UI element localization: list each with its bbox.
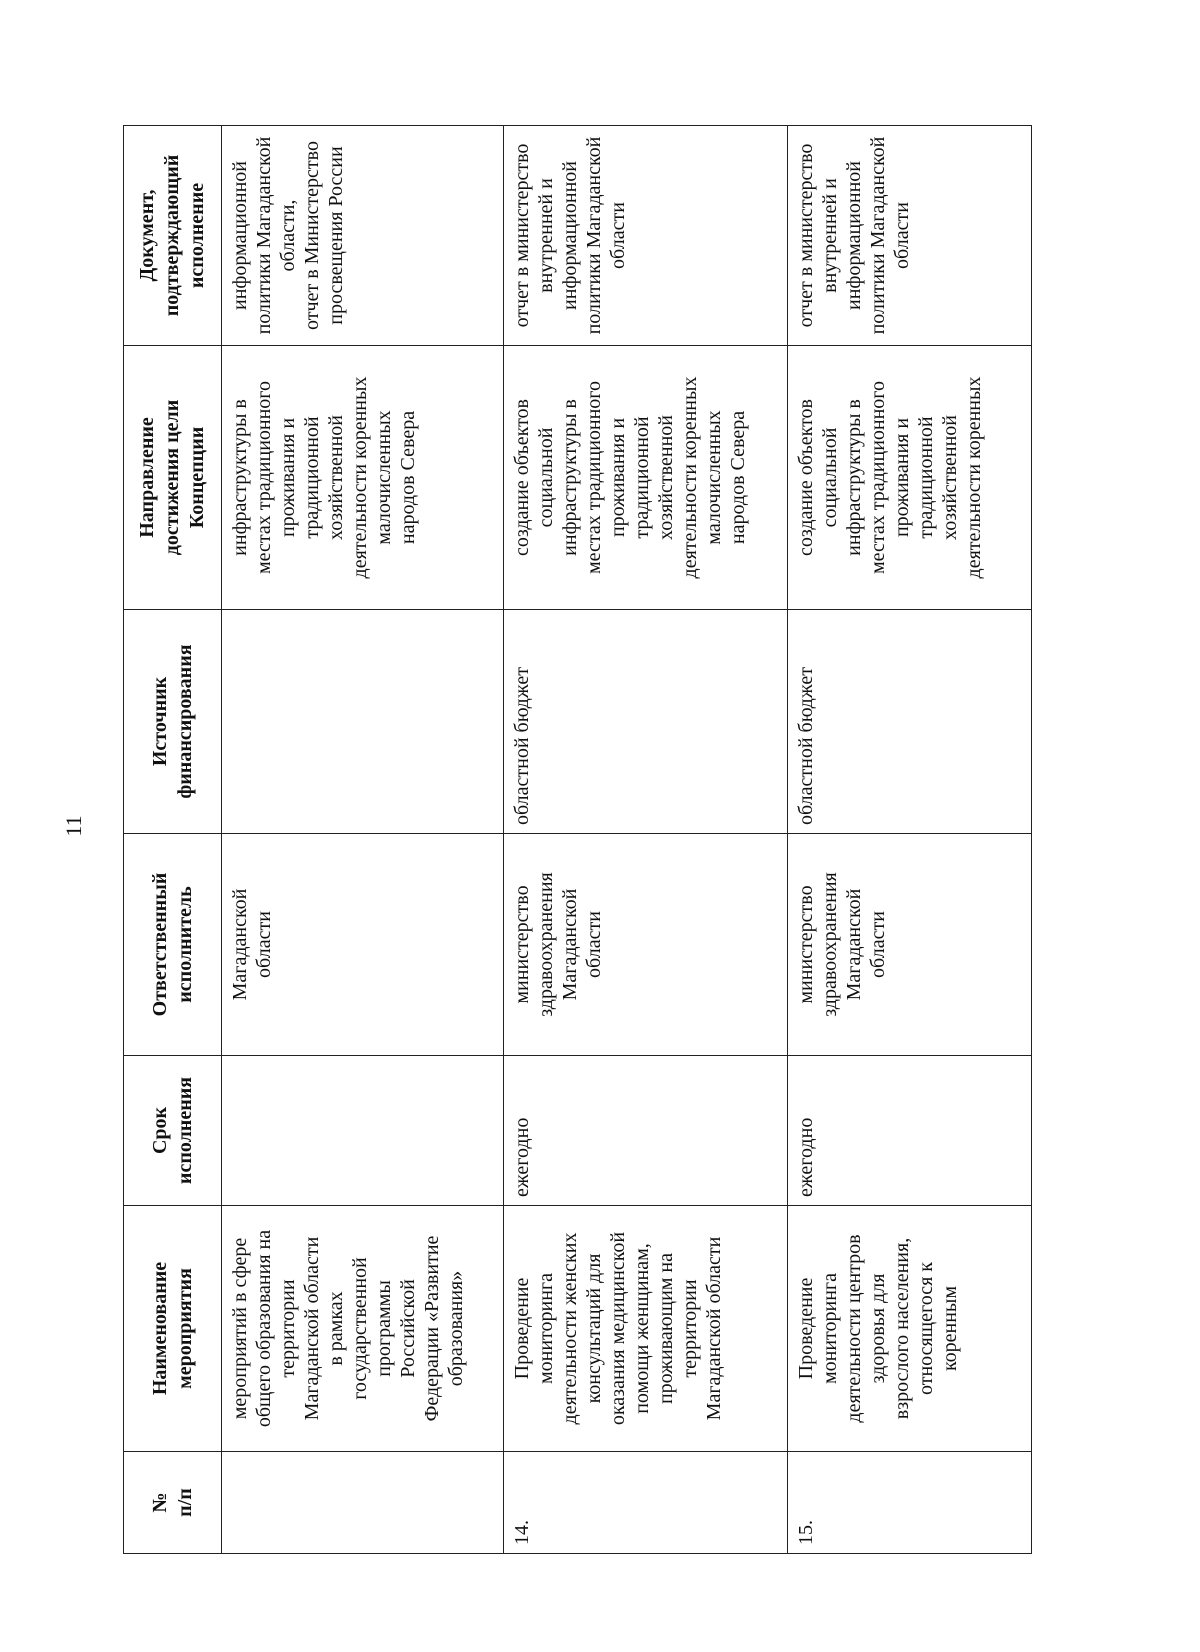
measures-table bbox=[123, 125, 1032, 1554]
document-cell: информационной политики Магаданской области, отчет в Министерство просвещения России bbox=[222, 126, 504, 346]
executor-cell: министерство здравоохранения Магаданской области bbox=[788, 834, 1032, 1056]
document-cell: отчет в министерство внутренней и информационной политики Магаданской области bbox=[788, 126, 1032, 346]
page-number: 11 bbox=[61, 815, 86, 837]
measure-name-cell: Проведение мониторинга деятельности центров здоровья для взрослого населения, относящегося к коренным bbox=[788, 1206, 1032, 1452]
table-row bbox=[788, 126, 1032, 1554]
measure-name-cell: мероприятий в сфере общего образования на территории Магаданской области в рамках государственной программы Российской Федерации «Развитие образования» bbox=[222, 1206, 504, 1452]
executor-cell: министерство здравоохранения Магаданской области bbox=[504, 834, 788, 1056]
executor-cell: Магаданской области bbox=[222, 834, 504, 1056]
term-cell: ежегодно bbox=[788, 1056, 1032, 1206]
header-document: Документ, подтверждающий исполнение bbox=[124, 126, 222, 346]
table-header-row bbox=[124, 126, 222, 1554]
direction-cell: создание объектов социальной инфраструктуры в местах традиционного проживания и традиционной хозяйственной деятельности коренных малочисленных народов Севера bbox=[504, 346, 788, 610]
header-term: Срок исполнения bbox=[124, 1056, 222, 1206]
measure-name-cell: Проведение мониторинга деятельности женских консультаций для оказания медицинской помощи женщинам, проживающим на территории Магаданской области bbox=[504, 1206, 788, 1452]
header-measure-name: Наименование мероприятия bbox=[124, 1206, 222, 1452]
rotated-page-content bbox=[123, 126, 1031, 1554]
header-direction: Направление достижения цели Концепции bbox=[124, 346, 222, 610]
table-row bbox=[222, 126, 504, 1554]
row-number: 15. bbox=[788, 1452, 1032, 1554]
header-funding-source: Источник финансирования bbox=[124, 610, 222, 834]
direction-cell: инфраструктуры в местах традиционного проживания и традиционной хозяйственной деятельности коренных малочисленных народов Севера bbox=[222, 346, 504, 610]
funding-source-cell bbox=[222, 610, 504, 834]
table-row bbox=[504, 126, 788, 1554]
header-executor: Ответственный исполнитель bbox=[124, 834, 222, 1056]
funding-source-cell: областной бюджет bbox=[504, 610, 788, 834]
row-number bbox=[222, 1452, 504, 1554]
row-number: 14. bbox=[504, 1452, 788, 1554]
term-cell bbox=[222, 1056, 504, 1206]
funding-source-cell: областной бюджет bbox=[788, 610, 1032, 834]
direction-cell: создание объектов социальной инфраструктуры в местах традиционного проживания и традиционной хозяйственной деятельности коренных bbox=[788, 346, 1032, 610]
document-cell: отчет в министерство внутренней и информационной политики Магаданской области bbox=[504, 126, 788, 346]
header-number: № п/п bbox=[124, 1452, 222, 1554]
term-cell: ежегодно bbox=[504, 1056, 788, 1206]
